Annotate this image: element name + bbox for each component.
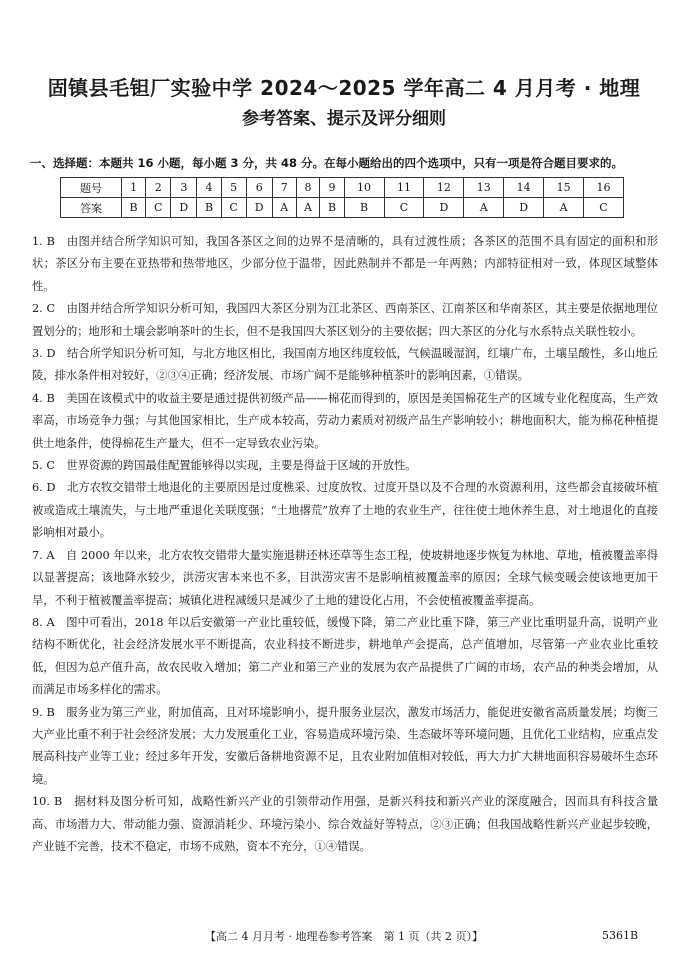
question-number: 9 <box>320 178 344 198</box>
answer-cell: A <box>296 198 320 218</box>
answer-cell: B <box>320 198 344 218</box>
explanation-item <box>32 298 658 343</box>
item-text: 自 2000 年以来，北方农牧交错带大量实施退耕还林还草等生态工程，使坡耕地逐步恢复为林地、草地，植被覆盖率得以显著提高；该地降水较少，洪涝灾害本来也不多，目洪涝灾害不是影响植被覆盖率的原因；全球气候变暖会使该地更加干旱，不利于植被覆盖率提高；城镇化进程减缓只是减少了土地的建设化占用，不会使植被覆盖率提高。 <box>32 548 658 607</box>
item-number: 4. B <box>32 391 55 405</box>
page-title: 固镇县毛钽厂实验中学 2024～2025 学年高二 4 月月考 · 地理 <box>47 76 641 100</box>
answer-cell: D <box>504 198 544 218</box>
item-text: 世界资源的跨国最佳配置能够得以实现，主要是得益于区域的开放性。 <box>66 459 417 473</box>
answer-cell: A <box>464 198 504 218</box>
item-text: 服务业为第三产业，附加值高，且对环境影响小，提升服务业层次，激发市场活力，能促进安徽省高质量发展；均衡三大产业比重不利于社会经济发展；大力发展重化工业，容易造成环境污染、生态破坏等环境问题，且优化工业结构，应重点发展高科技产业等工业；经过多年开发，安徽后备耕地资源不足，且农业附加值相对较低，再大力扩大耕地面积容易破坏生态环境。 <box>32 705 658 786</box>
answer-cell: B <box>344 198 384 218</box>
item-text: 图中可看出，2018 年以后安徽第一产业比重较低，缓慢下降，第二产业比重下降，第三产业比重明显升高，说明产业结构不断优化，社会经济发展水平不断提高，农业科技不断进步，耕地单产会提高，总产值增加，尽管第一产业农业比重较低，但因为总产值升高，故农民收入增加；第二产业和第三产业的发展为农产品提供了广阔的市场，农产品的种类会增加，从而满足市场多样化的需求。 <box>32 615 658 697</box>
item-number: 9. B <box>32 705 55 719</box>
explanation-item <box>32 702 658 792</box>
question-number: 15 <box>544 178 584 198</box>
document-code: 5361B <box>602 929 639 942</box>
question-number: 16 <box>584 178 624 198</box>
question-number: 7 <box>272 178 296 198</box>
explanations-list <box>32 231 658 858</box>
answer-table-number-row <box>61 178 624 198</box>
item-number: 1. B <box>32 235 55 248</box>
row-label-answer: 答案 <box>61 198 122 218</box>
explanation-item <box>32 231 658 298</box>
question-number: 3 <box>171 178 197 198</box>
explanation-item <box>32 791 658 858</box>
explanation-item <box>32 477 658 544</box>
answer-cell: C <box>221 198 246 218</box>
answer-cell: D <box>424 198 464 218</box>
question-number: 10 <box>344 178 384 198</box>
item-number: 8. A <box>32 615 55 629</box>
question-number: 4 <box>197 178 221 198</box>
answer-cell: A <box>272 198 296 218</box>
question-number: 12 <box>424 178 464 198</box>
question-number: 6 <box>246 178 272 198</box>
question-number: 1 <box>122 178 146 198</box>
answer-cell: C <box>384 198 424 218</box>
item-text: 由图并结合所学知识分析可知，我国四大茶区分别为江北茶区、西南茶区、江南茶区和华南茶区，其主要是依据地理位置划分的；地形和土壤会影响茶叶的生长，但不是我国四大茶区划分的主要依据；四大茶区的分化与水系特点关联性较小。 <box>32 302 658 338</box>
answer-cell: B <box>122 198 146 218</box>
page-subtitle: 参考答案、提示及评分细则 <box>242 109 446 129</box>
page-footer: 【高二 4 月月考 · 地理卷参考答案 第 1 页（共 2 页）】 <box>205 930 483 943</box>
answer-cell: B <box>197 198 221 218</box>
item-number: 3. D <box>32 347 56 361</box>
item-number: 7. A <box>32 548 55 562</box>
item-text: 结合所学知识分析可知，与北方地区相比，我国南方地区纬度较低，气候温暖湿润，红壤广布，土壤呈酸性，多山地丘陵，排水条件相对较好，②③④正确；经济发展、市场广阔不是能够种植茶叶的影响因素，①错误。 <box>32 347 658 383</box>
answer-cell: D <box>246 198 272 218</box>
section-heading: 一、选择题：本题共 16 小题，每小题 3 分，共 48 分。在每小题给出的四个选项中，只有一项是符合题目要求的。 <box>30 156 624 170</box>
item-text: 据材料及图分析可知，战略性新兴产业的引领带动作用强，是新兴科技和新兴产业的深度融合，因而具有科技含量高、市场潜力大、带动能力强、资源消耗少、环境污染小、综合效益好等特点，②③正确；但我国战略性新兴产业起步较晚，产业链不完善，技术不稳定，市场不成熟，资本不充分，①④错误。 <box>32 795 658 853</box>
item-number: 5. C <box>32 459 56 473</box>
question-number: 14 <box>504 178 544 198</box>
item-text: 北方农牧交错带土地退化的主要原因是过度樵采、过度放牧、过度开垦以及不合理的水资源利用，这些都会直接破坏植被或造成土壤流失，与土地严重退化关联度强；“土地撂荒”放弃了土地的农业生产，往往使土地休养生息，对土地退化的直接影响相对最小。 <box>32 481 658 540</box>
item-text: 由图并结合所学知识可知，我国各茶区之间的边界不是清晰的，具有过渡性质；各茶区的范围不具有固定的面积和形状；茶区分布主要在亚热带和热带地区，少部分位于温带，因此熟制并不都是一年两熟；内部特征相对一致，体现区域整体性。 <box>32 235 658 293</box>
explanation-item <box>32 612 658 702</box>
question-number: 13 <box>464 178 504 198</box>
question-number: 11 <box>384 178 424 198</box>
item-text: 美国在该模式中的收益主要是通过提供初级产品——棉花而得到的，原因是美国棉花生产的区域专业化程度高，生产效率高，市场竞争力强；与其他国家相比，生产成本较高，劳动力素质对初级产品生产影响较小；耕地面积大，能为棉花种植提供土地条件，使得棉花生产量大，但不一定导致农业污染。 <box>32 391 658 450</box>
item-number: 6. D <box>32 481 56 495</box>
answer-cell: A <box>544 198 584 218</box>
question-number: 8 <box>296 178 320 198</box>
item-number: 2. C <box>32 302 56 316</box>
question-number: 2 <box>146 178 171 198</box>
explanation-item <box>32 455 658 477</box>
answer-table-answer-row <box>61 198 624 218</box>
item-number: 10. B <box>32 795 63 809</box>
explanation-item <box>32 388 658 455</box>
explanation-item <box>32 545 658 612</box>
answer-cell: C <box>146 198 171 218</box>
question-number: 5 <box>221 178 246 198</box>
explanation-item <box>32 343 658 388</box>
answer-table <box>60 177 624 218</box>
answer-cell: C <box>584 198 624 218</box>
answer-cell: D <box>171 198 197 218</box>
row-label-number: 题号 <box>61 178 122 198</box>
